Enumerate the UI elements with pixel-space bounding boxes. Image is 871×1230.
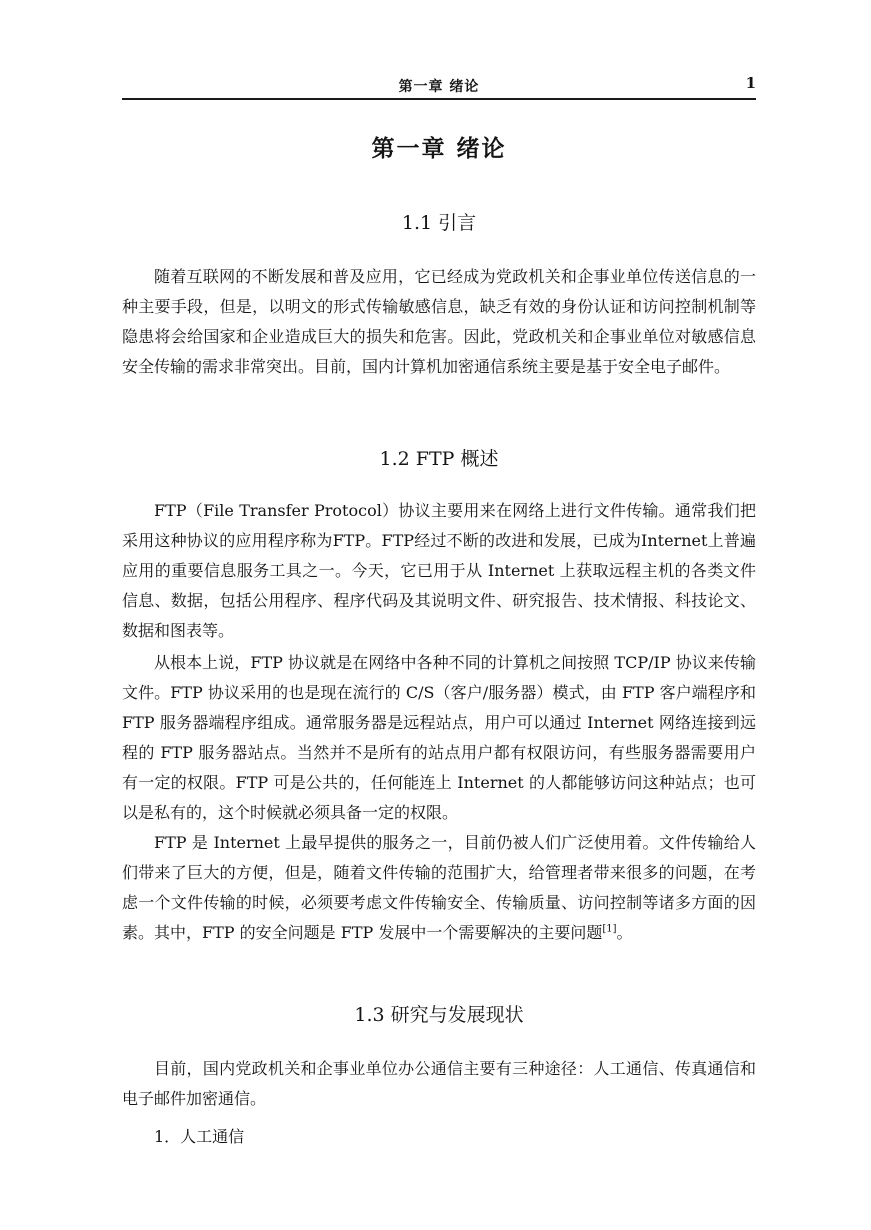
running-title: 第一章 绪论 (398, 79, 480, 95)
paragraph-ftp-cs-model: 从根本上说，FTP 协议就是在网络中各种不同的计算机之间按照 TCP/IP 协议来传输文件。FTP 协议采用的也是现在流行的 C/S（客户/服务器）模式，由 FTP 客户端程序和 FTP 服务器端程序组成。通常服务器是远程站点，用户可以通过 Internet 网络连接到远程的 FTP 服务器站点。当然并不是所有的站点用户都有权限访问，有些服务器需要用户有一定的权限。FTP 可是公共的，任何能连上 Internet 的人都能够访问这种站点；也可以是私有的，这个时候就必须具备一定的权限。 (122, 653, 756, 822)
section-title-1-2: 1.2 FTP 概述 (379, 448, 499, 470)
paragraph-ftp-security (122, 828, 756, 948)
header-rule (122, 98, 756, 100)
citation-ref: [1] (602, 923, 617, 935)
section-title-1-1: 1.1 引言 (401, 212, 477, 234)
running-header (122, 74, 756, 98)
paragraph-ftp-security-text: FTP 是 Internet 上最早提供的服务之一，目前仍被人们广泛使用着。文件传输给人们带来了巨大的方便，但是，随着文件传输的范围扩大，给管理者带来很多的问题，在考虑一个文件传输的时候，必须要考虑文件传输安全、传输质量、访问控制等诸多方面的因素。其中，FTP 的安全问题是 FTP 发展中一个需要解决的主要问题 (122, 833, 756, 942)
paragraph-ftp-security-tail: 。 (616, 923, 633, 942)
list-item-manual-comm: 1．人工通信 (154, 1127, 245, 1146)
paragraph-status: 目前，国内党政机关和企事业单位办公通信主要有三种途径：人工通信、传真通信和电子邮件加密通信。 (122, 1059, 756, 1108)
paragraph-intro: 随着互联网的不断发展和普及应用，它已经成为党政机关和企事业单位传送信息的一种主要手段，但是，以明文的形式传输敏感信息，缺乏有效的身份认证和访问控制机制等隐患将会给国家和企业造成巨大的损失和危害。因此，党政机关和企事业单位对敏感信息安全传输的需求非常突出。目前，国内计算机加密通信系统主要是基于安全电子邮件。 (122, 267, 756, 376)
chapter-title: 第一章 绪论 (371, 135, 507, 162)
page-number: 1 (745, 74, 756, 92)
paragraph-ftp-definition: FTP（File Transfer Protocol）协议主要用来在网络上进行文件传输。通常我们把采用这种协议的应用程序称为FTP。FTP经过不断的改进和发展，已成为Internet上普遍应用的重要信息服务工具之一。今天，它已用于从 Internet 上获取远程主机的各类文件信息、数据，包括公用程序、程序代码及其说明文件、研究报告、技术情报、科技论文、数据和图表等。 (122, 501, 756, 640)
section-title-1-3: 1.3 研究与发展现状 (354, 1004, 524, 1026)
